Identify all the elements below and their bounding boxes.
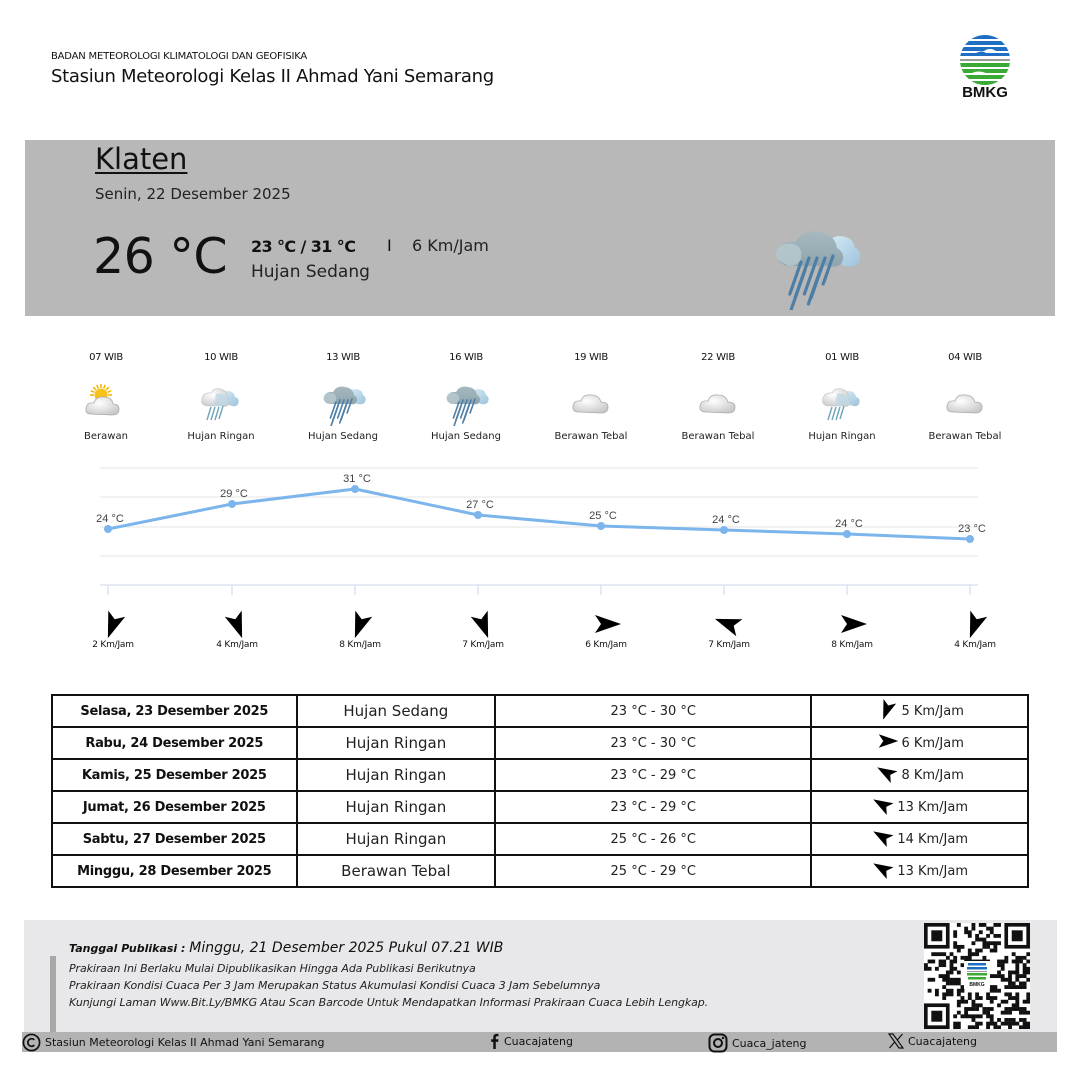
footer-note: Kunjungi Laman Www.Bit.Ly/BMKG Atau Scan Barcode Untuk Mendapatkan Informasi Prakiraan Cuaca Lebih Lengkap. <box>69 996 709 1009</box>
footer-note: Prakiraan Kondisi Cuaca Per 3 Jam Merupakan Status Akumulasi Kondisi Cuaca 3 Jam Sebelumnya <box>69 979 601 992</box>
wind-cell <box>811 791 1028 823</box>
wind-cell <box>811 823 1028 855</box>
hour-label: 04 WIB <box>948 352 982 363</box>
separator: I <box>387 236 392 255</box>
heavy-rain-icon <box>441 376 491 426</box>
x-handle[interactable]: Cuacajateng <box>908 1034 978 1048</box>
partly-cloudy-icon <box>81 376 131 426</box>
hourly-item <box>406 352 526 442</box>
wind-speed: 13 Km/Jam <box>897 799 969 815</box>
wind-direction-icon <box>712 608 746 640</box>
qr-logo-text: BMKG <box>969 982 985 988</box>
hourly-item <box>905 352 1025 442</box>
hourly-item <box>46 352 166 442</box>
hourly-wind <box>187 608 287 650</box>
wind-direction-icon <box>220 608 254 640</box>
hourly-wind <box>63 608 163 650</box>
condition-cell: Hujan Ringan <box>297 759 496 791</box>
wind-direction-icon <box>589 608 623 640</box>
temperature-cell: 25 °C - 29 °C <box>495 855 811 887</box>
facebook-icon <box>488 1033 500 1049</box>
current-date: Senin, 22 Desember 2025 <box>95 185 291 203</box>
overcast-icon <box>566 376 616 426</box>
wind-cell <box>811 855 1028 887</box>
copyright-icon <box>22 1033 41 1052</box>
hourly-item <box>782 352 902 442</box>
temperature-cell: 23 °C - 30 °C <box>495 695 811 727</box>
condition-cell: Hujan Ringan <box>297 727 496 759</box>
wind-direction-icon <box>871 825 895 853</box>
hourly-wind <box>925 608 1025 650</box>
hour-label: 16 WIB <box>449 352 483 363</box>
temperature-cell: 23 °C - 30 °C <box>495 727 811 759</box>
current-weather-panel <box>25 140 1055 316</box>
wind-direction-icon <box>871 857 895 885</box>
day-cell: Minggu, 28 Desember 2025 <box>52 855 297 887</box>
table-row <box>52 855 1028 887</box>
data-point[interactable] <box>843 530 851 538</box>
wind-speed: 6 Km/Jam <box>901 735 964 751</box>
wind-speed: 14 Km/Jam <box>897 831 969 847</box>
bmkg-logo <box>956 34 1014 102</box>
hourly-item <box>283 352 403 442</box>
hour-label: 10 WIB <box>204 352 238 363</box>
hourly-wind <box>679 608 779 650</box>
current-temperature: 26 °C <box>93 228 228 285</box>
facebook-handle[interactable]: Cuacajateng <box>504 1034 574 1048</box>
agency-name: BADAN METEOROLOGI KLIMATOLOGI DAN GEOFISIKA <box>51 51 308 62</box>
current-condition: Hujan Sedang <box>251 262 370 282</box>
table-row <box>52 695 1028 727</box>
wind-speed: 8 Km/Jam <box>339 640 381 650</box>
day-cell: Jumat, 26 Desember 2025 <box>52 791 297 823</box>
data-label: 27 °C <box>466 499 494 511</box>
data-point[interactable] <box>597 522 605 530</box>
min-max-temperature: 23 °C / 31 °C <box>251 237 356 256</box>
heavy-rain-icon <box>318 376 368 426</box>
wind-direction-icon <box>875 697 899 725</box>
wind-speed: 8 Km/Jam <box>901 767 964 783</box>
table-row <box>52 823 1028 855</box>
light-rain-icon <box>817 376 867 426</box>
wind-speed: 6 Km/Jam <box>585 640 627 650</box>
bottom-bar <box>22 1032 1057 1052</box>
hour-label: 01 WIB <box>825 352 859 363</box>
hour-label: 07 WIB <box>89 352 123 363</box>
data-label: 23 °C <box>958 523 986 535</box>
instagram-handle[interactable]: Cuaca_jateng <box>732 1036 807 1050</box>
table-row <box>52 759 1028 791</box>
data-label: 29 °C <box>220 488 248 500</box>
hour-condition: Berawan <box>84 431 128 442</box>
wind-speed: 7 Km/Jam <box>462 640 504 650</box>
hour-condition: Berawan Tebal <box>681 431 755 442</box>
hour-condition: Hujan Sedang <box>431 431 501 442</box>
hour-condition: Hujan Sedang <box>308 431 378 442</box>
wind-speed: 2 Km/Jam <box>92 640 134 650</box>
wind-speed: 7 Km/Jam <box>708 640 750 650</box>
hour-condition: Berawan Tebal <box>928 431 1002 442</box>
condition-cell: Berawan Tebal <box>297 855 496 887</box>
wind-cell <box>811 727 1028 759</box>
wind-direction-icon <box>96 608 130 640</box>
station-name: Stasiun Meteorologi Kelas II Ahmad Yani Semarang <box>51 66 494 87</box>
current-wind-speed: 6 Km/Jam <box>412 236 489 255</box>
hour-condition: Berawan Tebal <box>554 431 628 442</box>
data-label: 24 °C <box>835 518 863 530</box>
wind-speed: 8 Km/Jam <box>831 640 873 650</box>
data-label: 24 °C <box>96 513 124 525</box>
wind-direction-icon <box>875 761 899 789</box>
instagram-icon <box>708 1033 728 1053</box>
footer-info-panel <box>24 920 1057 1032</box>
hour-label: 22 WIB <box>701 352 735 363</box>
day-cell: Rabu, 24 Desember 2025 <box>52 727 297 759</box>
hour-label: 13 WIB <box>326 352 360 363</box>
footer-accent-bar <box>50 956 56 1032</box>
hourly-wind <box>310 608 410 650</box>
data-label: 24 °C <box>712 514 740 526</box>
table-row <box>52 727 1028 759</box>
publication-label: Tanggal Publikasi : <box>69 942 190 955</box>
hourly-wind <box>433 608 533 650</box>
data-point[interactable] <box>966 535 974 543</box>
x-link[interactable] <box>888 1033 977 1049</box>
data-point[interactable] <box>720 526 728 534</box>
wind-cell <box>811 695 1028 727</box>
hour-condition: Hujan Ringan <box>808 431 876 442</box>
wind-direction-icon <box>343 608 377 640</box>
wind-speed: 13 Km/Jam <box>897 863 969 879</box>
hourly-item <box>161 352 281 442</box>
data-point[interactable] <box>104 525 112 533</box>
bmkg-logo-icon <box>956 34 1014 86</box>
day-cell: Sabtu, 27 Desember 2025 <box>52 823 297 855</box>
wind-direction-icon <box>958 608 992 640</box>
condition-cell: Hujan Ringan <box>297 823 496 855</box>
wind-direction-icon <box>835 608 869 640</box>
data-point[interactable] <box>474 511 482 519</box>
bmkg-logo-text: BMKG <box>962 84 1008 101</box>
qr-code[interactable] <box>924 923 1030 1029</box>
wind-direction-icon <box>466 608 500 640</box>
hourly-wind <box>556 608 656 650</box>
condition-cell: Hujan Ringan <box>297 791 496 823</box>
wind-speed: 4 Km/Jam <box>954 640 996 650</box>
table-row <box>52 791 1028 823</box>
city-name: Klaten <box>95 142 188 176</box>
copyright <box>22 1033 324 1052</box>
daily-forecast-table <box>51 694 1029 888</box>
wind-speed: 5 Km/Jam <box>901 703 964 719</box>
data-label: 31 °C <box>343 473 371 485</box>
condition-cell: Hujan Sedang <box>297 695 496 727</box>
temperature-cell: 25 °C - 26 °C <box>495 823 811 855</box>
publication-date <box>69 937 503 956</box>
temperature-cell: 23 °C - 29 °C <box>495 791 811 823</box>
hourly-item <box>658 352 778 442</box>
footer-note: Prakiraan Ini Berlaku Mulai Dipublikasikan Hingga Ada Publikasi Berikutnya <box>69 962 476 975</box>
overcast-icon <box>940 376 990 426</box>
heavy-rain-icon <box>765 210 865 310</box>
wind-cell <box>811 759 1028 791</box>
data-point[interactable] <box>351 485 359 493</box>
hourly-item <box>531 352 651 442</box>
data-label: 25 °C <box>589 510 617 522</box>
temperature-line-chart <box>0 460 1080 600</box>
instagram-link[interactable] <box>708 1033 807 1053</box>
hourly-wind <box>802 608 902 650</box>
day-cell: Selasa, 23 Desember 2025 <box>52 695 297 727</box>
data-point[interactable] <box>228 500 236 508</box>
copyright-text: Stasiun Meteorologi Kelas II Ahmad Yani Semarang <box>45 1036 325 1049</box>
temperature-cell: 23 °C - 29 °C <box>495 759 811 791</box>
publication-value: Minggu, 21 Desember 2025 Pukul 07.21 WIB <box>189 940 504 956</box>
overcast-icon <box>693 376 743 426</box>
wind-direction-icon <box>875 729 899 757</box>
facebook-link[interactable] <box>488 1033 573 1049</box>
hour-condition: Hujan Ringan <box>187 431 255 442</box>
day-cell: Kamis, 25 Desember 2025 <box>52 759 297 791</box>
x-icon <box>888 1033 904 1049</box>
hour-label: 19 WIB <box>574 352 608 363</box>
wind-speed: 4 Km/Jam <box>216 640 258 650</box>
wind-direction-icon <box>871 793 895 821</box>
light-rain-icon <box>196 376 246 426</box>
